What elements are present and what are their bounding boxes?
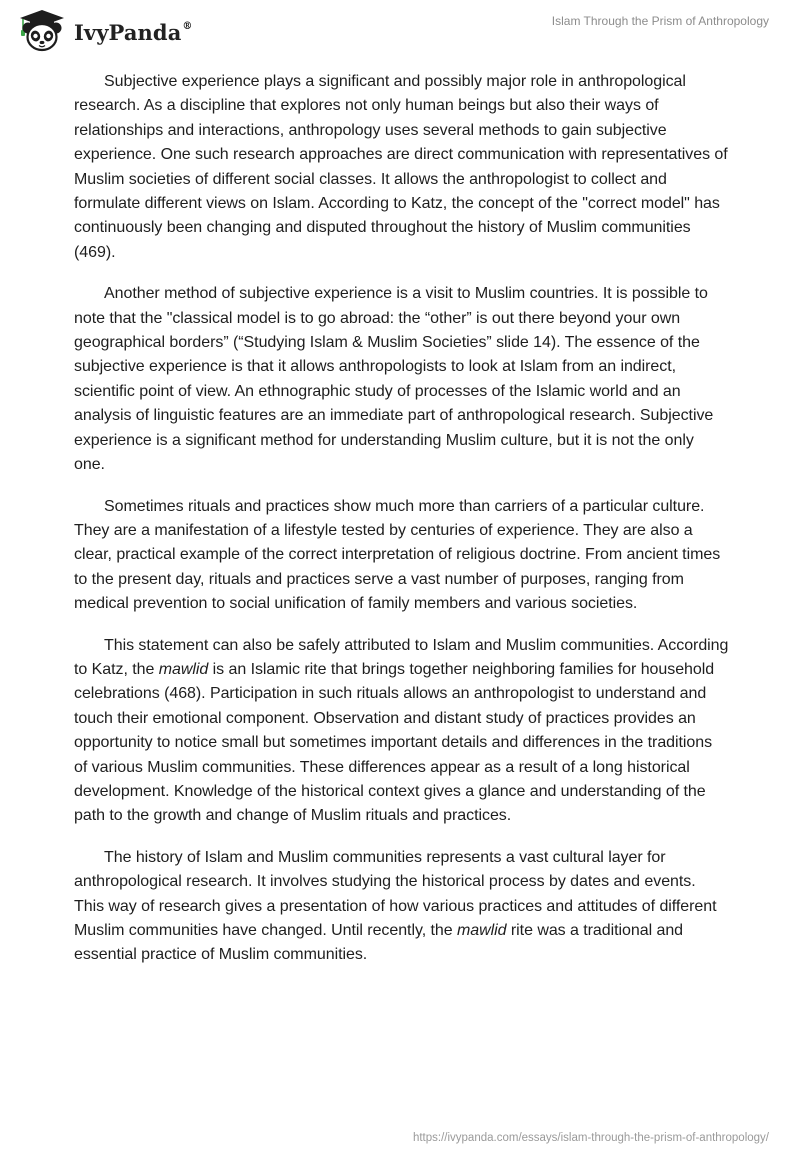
essay-body <box>74 70 729 985</box>
brand-name: IvyPanda® <box>74 19 193 45</box>
paragraph-text: Sometimes rituals and practices show much more than carriers of a particular culture. They are a manifestation of a lifestyle tested by centuries of experience. They are also a clear, practical example of the correct interpretation of religious doctrine. From ancient times to the present day, rituals and practices serve a vast number of purposes, ranging from medical prevention to social unification of family members and various societies. <box>74 497 721 613</box>
paragraph-text: Another method of subjective experience is a visit to Muslim countries. It is possible to note that the "classical model is to go abroad: the “other” is out there beyond your own geographical borders” (“Studying Islam & Muslim Societies” slide 14). The essence of the subjective experience is that it allows anthropologists to look at Islam from an indirect, scientific point of view. An ethnographic study of processes of the Islamic world and an analysis of linguistic features are an immediate part of anthropological research. Subjective experience is a significant method for understanding Muslim culture, but it is not the only one. <box>74 285 714 474</box>
paragraph-text: is an Islamic rite that brings together neighboring families for household celebrations (468). Participation in such rituals allows an anthropologist to understand and touch their emotional component. Observation and distant study of practices provides an opportunity to notice small but sometimes important details and differences in the traditions of various Muslim communities. These differences appear as a result of a long historical development. Knowledge of the historical context gives a glance and understanding of the path to the growth and change of Muslim rituals and practices. <box>74 660 715 825</box>
document-title: Islam Through the Prism of Anthropology <box>551 14 769 28</box>
paragraph-text: This statement can also be safely attributed to Islam and Muslim communities. According to Katz, the <box>74 636 729 678</box>
paragraph-text: Subjective experience plays a significant and possibly major role in anthropological research. As a discipline that explores not only human beings but also their ways of relationships and interactions, anthropology uses several methods to gain subjective experience. One such research approaches are direct communication with representatives of Muslim societies of different social classes. It allows the anthropologist to collect and formulate different views on Islam. According to Katz, the concept of the "correct model" has continuously been changing and disputed throughout the history of Muslim communities (469). <box>74 73 728 261</box>
italic-term: mawlid <box>158 660 209 678</box>
paragraph-text: rite was a traditional and essential practice of Muslim communities. <box>74 922 684 964</box>
registered-mark: ® <box>182 20 193 32</box>
essay-paragraph <box>74 70 729 265</box>
essay-paragraph <box>74 634 729 829</box>
source-url[interactable]: https://ivypanda.com/essays/islam-through-the-prism-of-anthropology/ <box>412 1132 769 1144</box>
page-header <box>0 0 800 60</box>
essay-paragraph <box>74 495 729 617</box>
essay-paragraph <box>74 282 729 477</box>
paragraph-text: The history of Islam and Muslim communities represents a vast cultural layer for anthropological research. It involves studying the historical process by dates and events. This way of research gives a presentation of how various practices and attitudes of different Muslim communities have changed. Until recently, the <box>74 848 717 939</box>
essay-paragraph <box>74 846 729 968</box>
italic-term: mawlid <box>457 922 507 939</box>
panda-graduate-icon <box>14 8 70 54</box>
brand-logo[interactable] <box>14 8 193 54</box>
